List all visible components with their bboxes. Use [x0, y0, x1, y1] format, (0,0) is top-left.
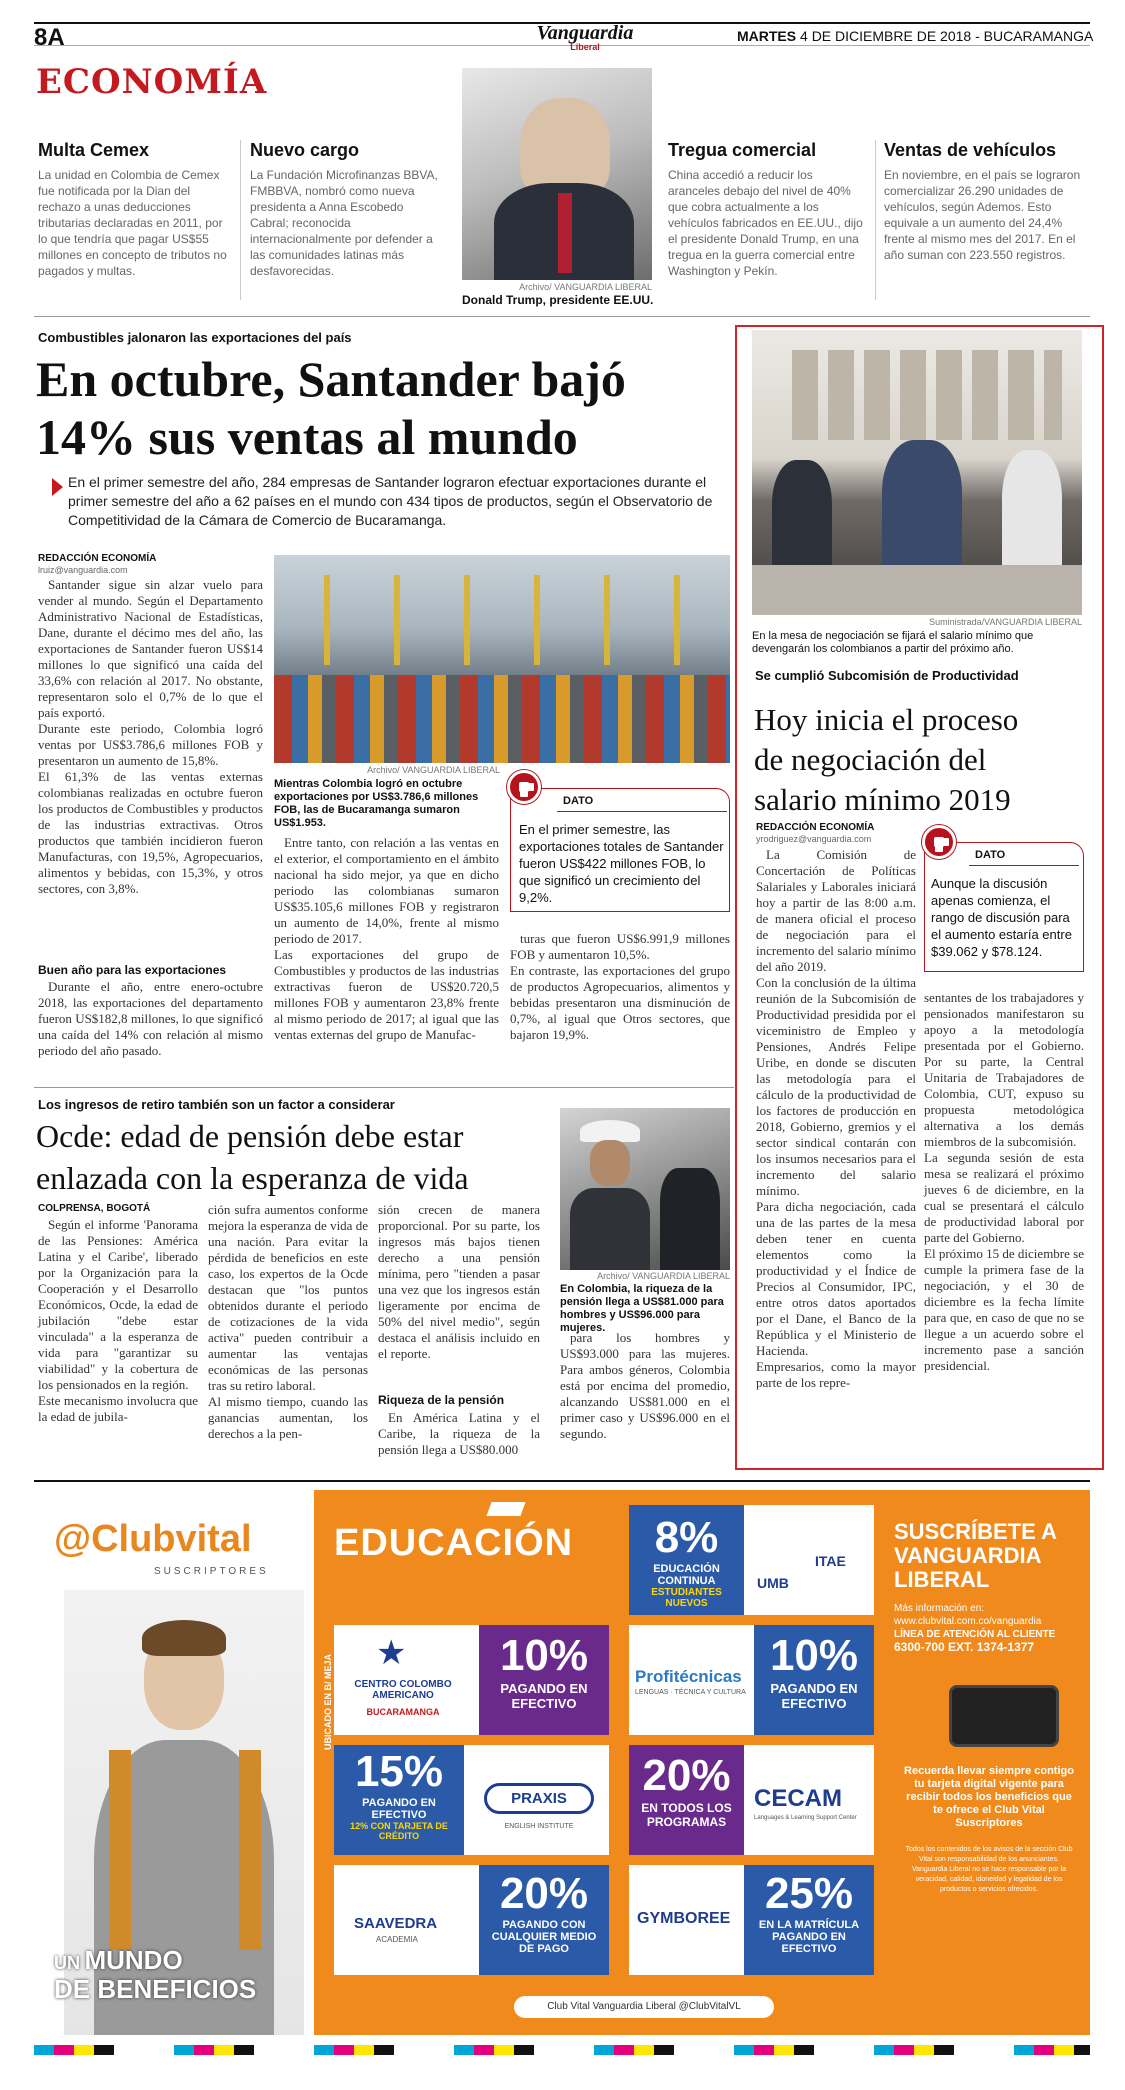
salary-col1: La Comisión de Concertación de Políticas Salariales y Laborales iniciará hoy a partir de las 8:00 a.m. de manera oficial el proceso de negociación para el incremento del salario mínimo del año 2019. Con la conclusión de la última reunión de la Subcomisión de Productividad presidida por el viceministro de Empleo y Pensiones, Andrés Felipe Uribe, en donde se discuten las metodología para el cálculo de la productividad de los factores de producción en 2018, Gobierno, gremios y el sector sindical contarán con los insumos necesarios para el incremento del salario mínimo. Para dicha negociación, cada una de las partes de la mesa deben tener en cuenta elementos como la productividad y el Índice de Precios al Consumidor, IPC, entre otros datos aportados por el Dane, el Banco de la República y el Ministerio de Hacienda. Empresarios, como la mayor parte de los repre- [756, 847, 916, 1390]
salary-headline-line3: salario mínimo 2019 [754, 782, 1011, 817]
person-left [772, 460, 832, 570]
pension-headline-line2: enlazada con la esperanza de vida [36, 1160, 469, 1196]
brief-text: La Fundación Microfinanzas BBVA, FMBBVA, nombró como nueva presidenta a Anna Escobedo Cabral; reconocida internacionalmente por defender a las comunidades latinas más desfavorecidas. [250, 168, 438, 278]
offer-pct: 8% [654, 1513, 719, 1562]
backpack-strap [239, 1750, 261, 1950]
salary-headline-line1: Hoy inicia el proceso [754, 702, 1019, 737]
pension-col3: sión crecen de manera proporcional. Por su parte, los ingresos más bajos tienen derecho a una pensión mínima, pero "tienden a pasar una vez que los ingresos están ligeramente por encima de 50% del nivel medio", según destaca el análisis incluido en el reporte. [378, 1202, 540, 1361]
port-photo-credit: Archivo/ VANGUARDIA LIBERAL [367, 765, 500, 775]
offer-text: EDUCACIÓN CONTINUA [653, 1563, 720, 1587]
brief-title: Multa Cemex [38, 140, 150, 160]
dato-text: Aunque la discusión apenas comienza, el rango de discusión para el aumento estaría entre $39.062 y $78.124. [931, 876, 1072, 959]
slogan-un: UN [54, 1953, 80, 1973]
crane-row [294, 575, 714, 665]
brand-name: Clubvital [91, 1518, 252, 1560]
elder-hat [580, 1120, 640, 1142]
at-icon: @ [54, 1518, 92, 1560]
offer-logo: LENGUAS · TÉCNICA Y CULTURA [635, 1689, 746, 1696]
offer-logo: SAAVEDRA [354, 1915, 438, 1932]
salary-dato-box [924, 842, 1084, 972]
offer-card-cecam [629, 1745, 874, 1855]
salary-byline: REDACCIÓN ECONOMÍA [756, 822, 875, 833]
puzzle-icon [507, 770, 541, 804]
main-headline-line2: 14% sus ventas al mundo [36, 409, 578, 465]
dato-rule [557, 811, 727, 812]
offer-logo: ITAE [815, 1553, 846, 1569]
brief-title: Ventas de vehículos [884, 140, 1057, 160]
offer-pct-block [629, 1505, 744, 1615]
offer-logo: ACADEMIA [376, 1935, 418, 1944]
offer-sub: 12% CON TARJETA DE CRÉDITO [350, 1821, 448, 1841]
main-col2: Entre tanto, con relación a las ventas en el exterior, el comportamiento en el ámbito nacional ha sido mejor, ya que en dicho periodo las colombianas sumaron US$35.105,6 millones FOB y registraron un aumento de 14,0%, frente al mismo periodo de 2017. Las exportaciones del grupo de Combustibles y productos de las industrias extractivas fueron de US$20.720,5 millones FOB y aumentaron 23,8% frente al mismo periodo de 2017; al igual que las ventas externas del grupo de Manufac- [274, 835, 499, 1042]
brief-divider [875, 140, 876, 300]
model-hair [142, 1620, 226, 1656]
offer-pct-block [479, 1625, 609, 1735]
offer-logo: UMB [757, 1575, 789, 1591]
offer-card-gymboree [629, 1865, 874, 1975]
salary-headline [754, 700, 1089, 820]
main-dato-box [510, 788, 730, 912]
brief-tregua [668, 140, 868, 279]
info-line1: Más información en: [894, 1603, 985, 1614]
elder-body [570, 1188, 650, 1270]
offer-card-profitecnicas [629, 1625, 874, 1735]
offer-card-colombo [334, 1625, 609, 1735]
meeting-photo-caption: En la mesa de negociación se fijará el salario mínimo que devengarán los colombianos a partir del próximo año. [752, 630, 1034, 655]
star-icon: ★ [376, 1634, 407, 1672]
offer-pct-block [334, 1745, 464, 1855]
offer-logo: Profitécnicas [635, 1667, 742, 1686]
trump-tie [558, 193, 572, 273]
color-registration-bar [34, 2045, 1090, 2055]
brief-divider [240, 140, 241, 300]
main-kicker: Combustibles jalonaron las exportaciones del país [38, 330, 352, 345]
dato-text: En el primer semestre, las exportaciones totales de Santander fueron US$422 millones FOB, lo que significó un crecimiento del 9,2%. [519, 822, 724, 905]
date-rest: 4 DE DICIEMBRE DE 2018 - BUCARAMANGA [800, 28, 1094, 44]
masthead-logo [525, 23, 645, 52]
wall-frames [792, 350, 1062, 440]
offer-logo: GYMBOREE [637, 1910, 731, 1927]
offer-text: EN TODOS LOS PROGRAMAS [641, 1801, 732, 1829]
slogan [54, 1945, 256, 2002]
slogan-beneficios: DE BENEFICIOS [54, 1974, 257, 2004]
offer-pct: 20% [642, 1751, 731, 1800]
offer-logo: CENTRO COLOMBO AMERICANO [354, 1679, 452, 1701]
dato-rule [969, 865, 1079, 866]
main-subhead: Buen año para las exportaciones [38, 963, 227, 977]
offer-card-praxis [334, 1745, 609, 1855]
person-right [1002, 450, 1062, 570]
brief-cemex [38, 140, 233, 279]
offer-pct: 10% [769, 1631, 859, 1680]
pension-col4: para los hombres y US$93.000 para las mujeres. Para ambos géneros, Colombia está por encima del promedio, alcanzando US$81.000 en el primer caso y US$96.000 en el segundo. [560, 1330, 730, 1441]
graduation-cap-icon [486, 1502, 525, 1516]
main-lead: En el primer semestre del año, 284 empresas de Santander lograron efectuar exportaciones durante el primer semestre del año a 62 países en el mundo con 434 tipos de productos, según el Observatorio de Competitividad de la Cámara de Comercio de Bucaramanga. [68, 474, 713, 528]
briefs-rule [34, 316, 1090, 317]
subscribe-line3: LIBERAL [894, 1567, 990, 1592]
page-number: 8A [34, 24, 65, 51]
info-line4: 6300-700 EXT. 1374-1377 [894, 1640, 1035, 1654]
pension-subhead: Riqueza de la pensión [378, 1393, 505, 1407]
pension-headline [36, 1115, 576, 1199]
offer-logo: CECAM [754, 1785, 842, 1812]
offer-logo: PRAXIS [484, 1783, 594, 1814]
offer-card-saavedra [334, 1865, 609, 1975]
offer-card-umb [629, 1505, 874, 1615]
elders-photo-credit: Archivo/ VANGUARDIA LIBERAL [597, 1271, 730, 1281]
offer-text: PAGANDO EN EFECTIVO [500, 1681, 588, 1711]
offer-text: EN LA MATRÍCULA PAGANDO EN EFECTIVO [758, 1919, 860, 1955]
subscribe-line1: SUSCRÍBETE A [894, 1519, 1057, 1544]
port-photo [274, 555, 730, 763]
trump-photo [462, 68, 652, 280]
section-title: ECONOMÍA [36, 62, 268, 102]
ad-top-rule [34, 1480, 1090, 1482]
pension-col2: ción sufra aumentos conforme mejora la esperanza de vida de una nación. Para evitar la pérdida de beneficios en este caso, los expertos de la Ocde destacan que "los puntos obtenidos durante el periodo de cotizaciones de la vida activa" pueden contribuir a aumentar las ventajas económicas de las personas tras su retiro laboral. Al mismo tiempo, cuando las ganancias aumentan, los derechos a la pen- [208, 1202, 368, 1441]
masthead-sub: Liberal [570, 42, 600, 52]
dato-label: DATO [563, 795, 594, 807]
brief-title: Tregua comercial [668, 140, 817, 160]
offer-pct-block [479, 1865, 609, 1975]
brief-text: China accedió a reducir los aranceles debajo del nivel de 40% que cobra actualmente a los vehículos fabricados en EE.UU., dijo el presidente Donald Trump, en una tregua en la guerra comercial entre Washington y Pekín. [668, 168, 863, 278]
page-date [737, 28, 1093, 44]
salary-kicker: Se cumplió Subcomisión de Productividad [755, 668, 1019, 683]
clubvital-logo [54, 1518, 252, 1561]
offer-text: PAGANDO EN EFECTIVO [770, 1681, 858, 1711]
subscribe-title [894, 1520, 1057, 1592]
elders-photo-caption: En Colombia, la riqueza de la pensión llega a US$81.000 para hombres y US$96.000 para mujeres. [560, 1283, 724, 1334]
person-center [882, 440, 962, 570]
offer-pct-block [629, 1745, 744, 1855]
main-col3: turas que fueron US$6.991,9 millones FOB y aumentaron 10,5%. En contraste, las exportaciones del grupo de productos Agropecuarios, alimentos y bebidas presentaron una disminución de 0,7%, al igual que Otros sectores, que bajaron 19,9%. [510, 931, 730, 1042]
brief-title: Nuevo cargo [250, 140, 360, 160]
salary-email: yrodriguez@vanguardia.com [756, 834, 872, 844]
meeting-photo [752, 330, 1082, 615]
main-rule [34, 1087, 734, 1088]
info-line2: www.clubvital.com.co/vanguardia [894, 1616, 1042, 1627]
offer-logo: ENGLISH INSTITUTE [504, 1823, 574, 1830]
pension-headline-line1: Ocde: edad de pensión debe estar [36, 1118, 464, 1154]
offer-pct-block [754, 1625, 874, 1735]
offer-logo: BUCARAMANGA [366, 1707, 440, 1717]
lead-marker [52, 478, 63, 496]
trump-photo-caption: Donald Trump, presidente EE.UU. [462, 293, 654, 307]
clubvital-ad [34, 1490, 1090, 2035]
brief-text: En noviembre, en el país se lograron comercializar 26.290 unidades de vehículos, según Ademos. Esto equivale a un aumento del 24,4% frente al mismo mes del 2017. En el año suman con 223.550 registros. [884, 168, 1081, 262]
brief-text: La unidad en Colombia de Cemex fue notificada por la Dian del rechazo a unas deducciones tributarias declaradas en 2011, por lo que tendría que pagar US$55 millones en concepto de tributos no pagados y multas. [38, 168, 227, 278]
meeting-photo-credit: Suministrada/VANGUARDIA LIBERAL [929, 617, 1082, 627]
main-email: lruiz@vanguardia.com [38, 565, 128, 575]
offer-text: PAGANDO CON CUALQUIER MEDIO DE PAGO [491, 1919, 597, 1955]
subscribe-info [894, 1602, 1074, 1654]
date-day: MARTES [737, 28, 797, 44]
brief-nuevo-cargo [250, 140, 445, 279]
salary-headline-line2: de negociación del [754, 742, 987, 777]
education-title: EDUCACIÓN [334, 1522, 574, 1564]
dato-label: DATO [975, 849, 1006, 861]
offer-pct: 20% [499, 1869, 589, 1918]
puzzle-icon [922, 825, 956, 859]
elder-face [590, 1140, 630, 1186]
info-line3: LÍNEA DE ATENCIÓN AL CLIENTE [894, 1629, 1056, 1640]
main-headline [36, 350, 736, 466]
salary-col2: sentantes de los trabajadores y pensionados manifestaron su apoyo a la metodología presentada por el Gobierno. Por su parte, la Central Unitaria de Trabajadores de Colombia, CUT, expuso su propuesta metodológica alternativa a los demás miembros de la subcomisión. La segunda sesión de esta mesa se realizará el próximo jueves 6 de diciembre, en la cual se presentará el cálculo de productividad laboral por parte del Gobierno. El próximo 15 de diciembre se cumple la primera fase de la negociación, y el 30 de diciembre es la fecha límite para que, en caso de que no se llegue a un acuerdo sobre el incremento pase a sanción presidencial. [924, 990, 1084, 1373]
pension-kicker: Los ingresos de retiro también son un factor a considerar [38, 1097, 395, 1112]
elder2-body [660, 1168, 720, 1270]
slogan-mundo: MUNDO [84, 1945, 183, 1975]
containers [274, 675, 730, 763]
offer-pct: 25% [764, 1869, 854, 1918]
main-col1: Santander sigue sin alzar vuelo para vender al mundo. Según el Departamento Administrativo Nacional de Estadísticas, Dane, durante el décimo mes del año, las exportaciones de Santander fueron US$14 millones lo que significó una caída del 33,6% con relación al 2017. No obstante, representaron solo el 0,7% de lo que el país exportó. Durante este periodo, Colombia logró ventas por US$3.786,6 millones FOB y presentaron un aumento de 15,8%. El 61,3% de las ventas externas colombianas realizadas en octubre fueron los productos de Combustibles y productos de las industrias extractivas. Otros productos que también incidieron fueron Manufacturas, con 19,5%, Agropecuarios, alimentos y bebidas, con 15,3%, y otros sectores, con 3,8%. [38, 577, 263, 896]
offer-text: PAGANDO EN EFECTIVO [362, 1797, 436, 1821]
pension-col1: Según el informe 'Panorama de las Pensiones: América Latina y el Caribe', liberado por la Organización para la Cooperación y el Desarrollo Económicos, Ocde, la edad de jubilación "debe estar vinculada" a la esperanza de vida para "garantizar su viabilidad" y la cobertura de los pensionados en la región. Este mecanismo involucra que la edad de jubila- [38, 1217, 198, 1424]
offer-pct: 15% [354, 1747, 444, 1796]
fine-print: Todos los contenidos de los avisos de la sección Club Vital son responsabilidad de los anunciantes. Vanguardia Liberal no se hace responsable por la veracidad, calidad, idoneidad y legalidad de los productos o servicios ofrecidos. [905, 1846, 1073, 1893]
elders-photo [560, 1108, 730, 1270]
reminder: Recuerda llevar siempre contigo tu tarjeta digital vigente para recibir todos los beneficios que te ofrece el Club Vital Suscriptores [904, 1765, 1074, 1829]
offer-logo: Languages & Learning Support Center [754, 1815, 857, 1821]
side-text: UBICADO EN B/ MEJA [323, 1653, 333, 1750]
main-headline-line1: En octubre, Santander bajó [36, 351, 626, 407]
brief-vehiculos [884, 140, 1089, 263]
phone-icon [949, 1685, 1059, 1747]
offer-sub: ESTUDIANTES NUEVOS [651, 1587, 722, 1609]
offer-pct: 10% [499, 1631, 589, 1680]
subscribe-line2: VANGUARDIA [894, 1543, 1042, 1568]
main-col1b: Durante el año, entre enero-octubre 2018, las exportaciones del departamento fueron US$182,8 millones, lo que significó una caída del 14% con relación al mismo periodo del año pasado. [38, 979, 263, 1058]
main-byline: REDACCIÓN ECONOMÍA [38, 553, 157, 564]
backpack-strap [109, 1750, 131, 1950]
trump-photo-credit: Archivo/ VANGUARDIA LIBERAL [519, 282, 652, 292]
table [752, 565, 1082, 615]
offer-pct-block [744, 1865, 874, 1975]
brand-sub: SUSCRIPTORES [154, 1566, 269, 1577]
social-bar: Club Vital Vanguardia Liberal @ClubVitalVL [514, 1996, 774, 2018]
masthead-title: Vanguardia [536, 22, 634, 44]
port-photo-caption: Mientras Colombia logró en octubre exportaciones por US$3.786,6 millones FOB, las de Bucaramanga sumaron US$1.953. [274, 778, 479, 829]
pension-byline: COLPRENSA, BOGOTÁ [38, 1203, 151, 1214]
pension-col3b: En América Latina y el Caribe, la riqueza de la pensión llega a US$80.000 [378, 1410, 540, 1457]
